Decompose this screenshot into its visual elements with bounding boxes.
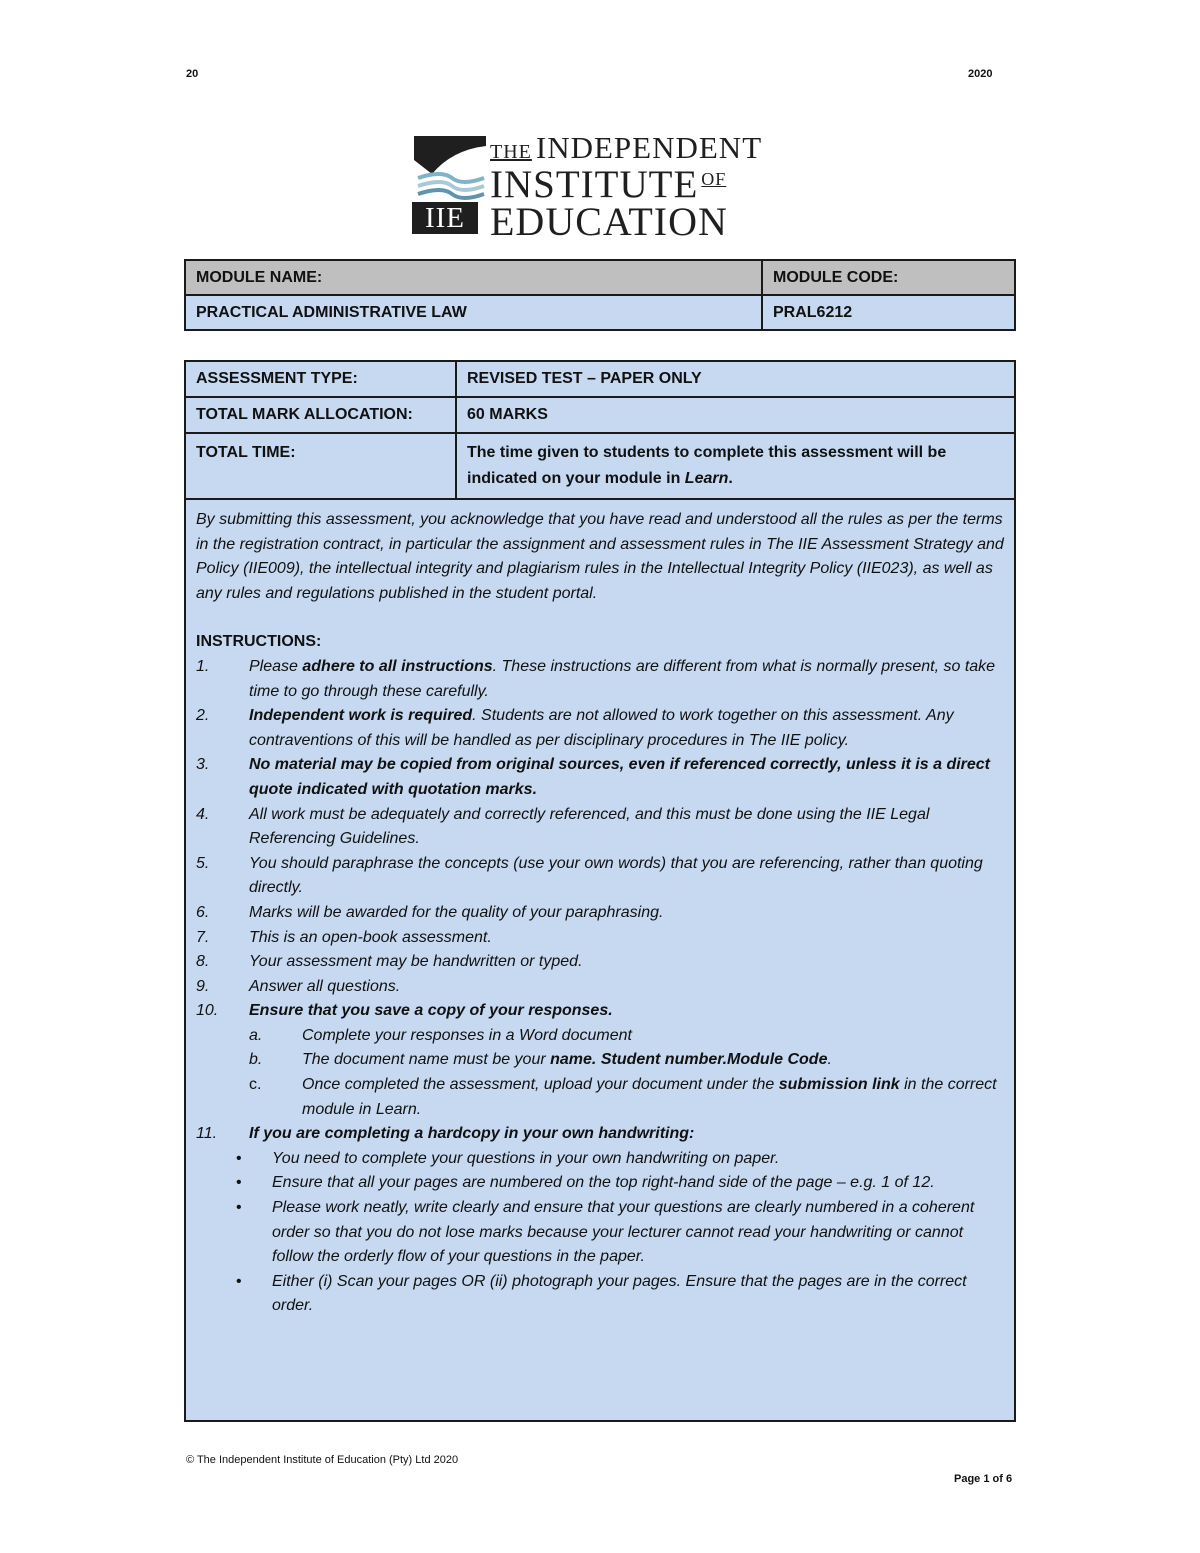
footer-copyright: © The Independent Institute of Education (Pty) Ltd 2020 <box>186 1454 459 1466</box>
sub-list-item: a. Complete your responses in a Word document <box>249 1026 632 1044</box>
list-item: 1. Please adhere to all instructions. These instructions are different from what is normally present, so take time to go through these carefully. <box>196 657 996 700</box>
assessment-table <box>184 360 1016 1422</box>
total-mark-value: 60 MARKS <box>456 397 1015 433</box>
list-item: 6. Marks will be awarded for the quality of your paraphrasing. <box>196 903 664 921</box>
assessment-type-value: REVISED TEST – PAPER ONLY <box>456 361 1015 397</box>
header-left: 20 <box>186 68 199 80</box>
total-time-value: The time given to students to complete this assessment will be indicated on your module in Learn. <box>456 433 1015 499</box>
list-item: 8. Your assessment may be handwritten or typed. <box>196 953 583 971</box>
instructions-title: INSTRUCTIONS: <box>196 633 322 651</box>
instructions-list <box>196 655 1004 1319</box>
list-item: 11. If you are completing a hardcopy in your own handwriting: <box>196 1125 695 1143</box>
iie-logo <box>412 130 788 244</box>
module-name-value: PRACTICAL ADMINISTRATIVE LAW <box>185 295 762 330</box>
module-table <box>184 259 1016 331</box>
list-item: 2. Independent work is required. Students are not allowed to work together on this assessment. Any contraventions of this will be handled as per disciplinary procedures in The IIE policy. <box>196 707 954 749</box>
total-mark-label: TOTAL MARK ALLOCATION: <box>185 397 456 433</box>
header-right: 2020 <box>968 68 993 80</box>
logo-institute: INSTITUTE <box>490 163 699 206</box>
list-item: 5. You should paraphrase the concepts (use your own words) that you are referencing, rather than quoting directly. <box>196 854 983 897</box>
footer-page-number: Page 1 of 6 <box>954 1473 1013 1485</box>
assessment-type-label: ASSESSMENT TYPE: <box>185 361 456 397</box>
logo-of: OF <box>701 169 727 189</box>
list-item: 4. All work must be adequately and correctly referenced, and this must be done using the IIE Legal Referencing Guidelines. <box>196 805 930 848</box>
list-item: 7. This is an open-book assessment. <box>196 928 492 946</box>
instructions-cell <box>185 499 1015 1421</box>
sub-list-item: b. The document name must be your name. Student number.Module Code. <box>249 1051 832 1069</box>
bullet-item: • Please work neatly, write clearly and ensure that your questions are clearly numbered in a coherent order so that you do not lose marks because your lecturer cannot read your handwriting or cannot follow the orderly flow of your questions in the paper. <box>236 1199 975 1266</box>
module-code-label: MODULE CODE: <box>762 260 1015 295</box>
logo-the: THE <box>490 141 532 163</box>
sub-list-item: c. Once completed the assessment, upload your document under the submission link in the correct module in Learn. <box>249 1076 997 1118</box>
bullet-item: • Either (i) Scan your pages OR (ii) photograph your pages. Ensure that the pages are in the correct order. <box>236 1272 967 1315</box>
logo-independent: INDEPENDENT <box>535 130 763 165</box>
logo-education: EDUCATION <box>490 199 728 244</box>
list-item: 3. No material may be copied from original sources, even if referenced correctly, unless it is a direct quote indicated with quotation marks. <box>196 756 991 798</box>
acknowledgement-text: By submitting this assessment, you acknowledge that you have read and understood all the rules as per the terms in the registration contract, in particular the assignment and assessment rules in The IIE Assessment Strategy and Policy (IIE009), the intellectual integrity and plagiarism rules in the Intellectual Integrity Policy (IIE023), as well as any rules and regulations published in the student portal. <box>196 511 1004 602</box>
module-code-value: PRAL6212 <box>762 295 1015 330</box>
total-time-label: TOTAL TIME: <box>185 433 456 499</box>
iie-badge: IIE <box>412 202 478 234</box>
bullet-item: • Ensure that all your pages are numbered on the top right-hand side of the page – e.g. 1 of 12. <box>236 1174 935 1192</box>
list-item: 9. Answer all questions. <box>196 977 401 995</box>
module-name-label: MODULE NAME: <box>185 260 762 295</box>
bullet-item: • You need to complete your questions in your own handwriting on paper. <box>236 1149 780 1167</box>
list-item: 10. Ensure that you save a copy of your responses. <box>196 1002 613 1020</box>
